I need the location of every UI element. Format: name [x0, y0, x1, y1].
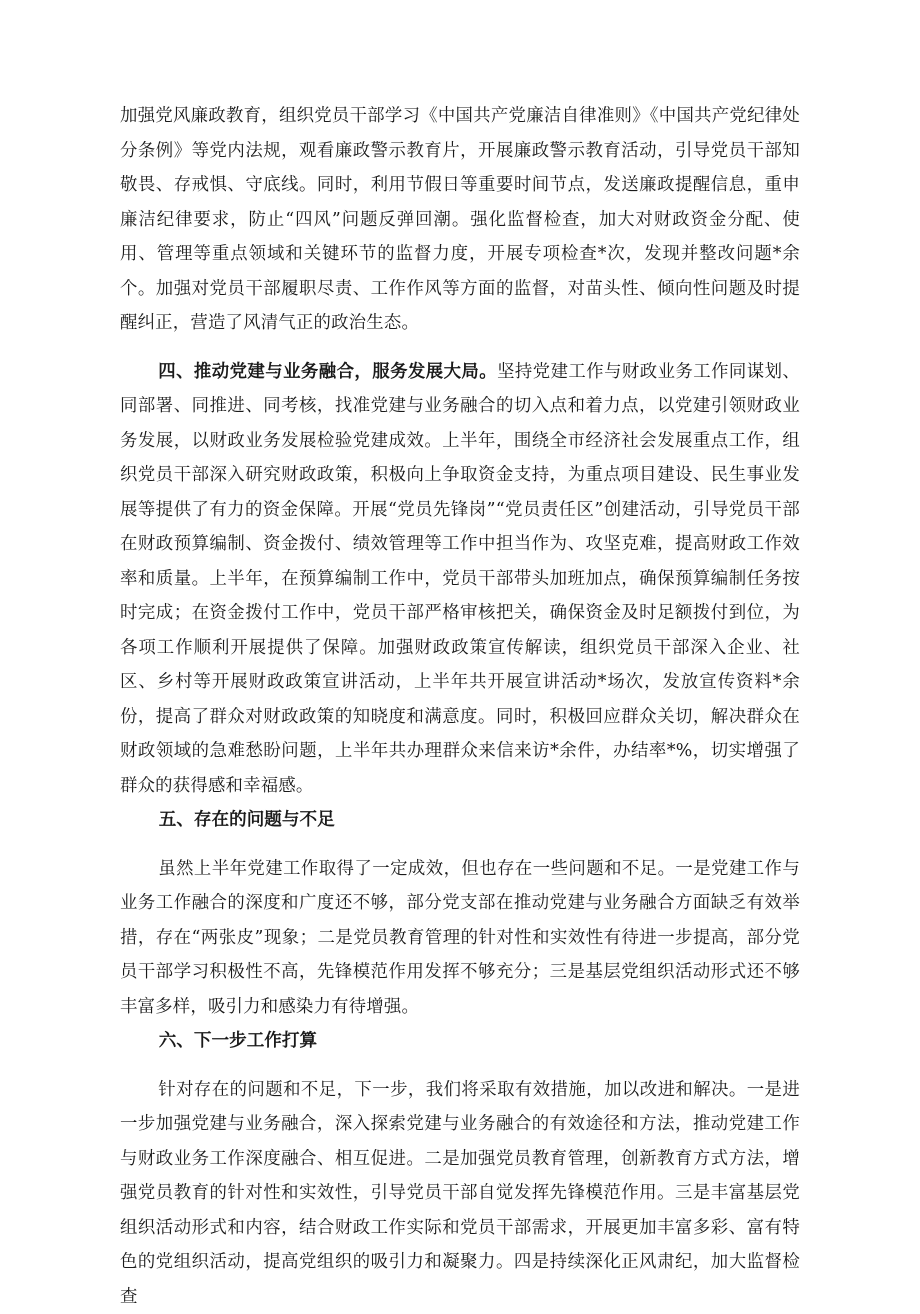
- section-6-body: 针对存在的问题和不足，下一步，我们将采取有效措施，加以改进和解决。一是进一步加强党建与业务融合，深入探索党建与业务融合的有效途径和方法，推动党建工作与财政业务工作深度融合、相互促进。二是加强党员教育管理，创新教育方式方法，增强党员教育的针对性和实效性，引导党员干部自觉发挥先锋模范作用。三是丰富基层党组织活动形式和内容，结合财政工作实际和党员干部需求，开展更加丰富多彩、富有特色的党组织活动，提高党组织的吸引力和凝聚力。四是持续深化正风肃纪，加大监督检查: [120, 1073, 800, 1314]
- document-body: [120, 99, 800, 1314]
- section-5-heading: 五、存在的问题与不足: [120, 803, 800, 838]
- section-6-heading: 六、下一步工作打算: [120, 1024, 800, 1059]
- section-4-body: 坚持党建工作与财政业务工作同谋划、同部署、同推进、同考核，找准党建与业务融合的切入点和着力点，以党建引领财政业务发展，以财政业务发展检验党建成效。上半年，围绕全市经济社会发展重点工作，组织党员干部深入研究财政政策，积极向上争取资金支持，为重点项目建设、民生事业发展等提供了有力的资金保障。开展“党员先锋岗”“党员责任区”创建活动，引导党员干部在财政预算编制、资金拨付、绩效管理等工作中担当作为、攻坚克难，提高财政工作效率和质量。上半年，在预算编制工作中，党员干部带头加班加点，确保预算编制任务按时完成；在资金拨付工作中，党员干部严格审核把关，确保资金及时足额拨付到位，为各项工作顺利开展提供了保障。加强财政政策宣传解读，组织党员干部深入企业、社区、乡村等开展财政政策宣讲活动，上半年共开展宣讲活动*场次，发放宣传资料*余份，提高了群众对财政政策的知晓度和满意度。同时，积极回应群众关切，解决群众在财政领域的急难愁盼问题，上半年共办理群众来信来访*余件，办结率*%，切实增强了群众的获得感和幸福感。: [120, 362, 800, 796]
- paragraph-integrity-education: 加强党风廉政教育，组织党员干部学习《中国共产党廉洁自律准则》《中国共产党纪律处分条例》等党内法规，观看廉政警示教育片，开展廉政警示教育活动，引导党员干部知敬畏、存戒惧、守底线。同时，利用节假日等重要时间节点，发送廉政提醒信息，重申廉洁纪律要求，防止“四风”问题反弹回潮。强化监督检查，加大对财政资金分配、使用、管理等重点领域和关键环节的监督力度，开展专项检查*次，发现并整改问题*余个。加强对党员干部履职尽责、工作作风等方面的监督，对苗头性、倾向性问题及时提醒纠正，营造了风清气正的政治生态。: [120, 99, 800, 341]
- section-5-body: 虽然上半年党建工作取得了一定成效，但也存在一些问题和不足。一是党建工作与业务工作融合的深度和广度还不够，部分党支部在推动党建与业务融合方面缺乏有效举措，存在“两张皮”现象；二是党员教育管理的针对性和实效性有待进一步提高，部分党员干部学习积极性不高，先锋模范作用发挥不够充分；三是基层党组织活动形式还不够丰富多样，吸引力和感染力有待增强。: [120, 852, 800, 1025]
- section-4-heading: 四、推动党建与业务融合，服务发展大局。: [158, 362, 497, 382]
- paragraph-section-4: [120, 355, 800, 804]
